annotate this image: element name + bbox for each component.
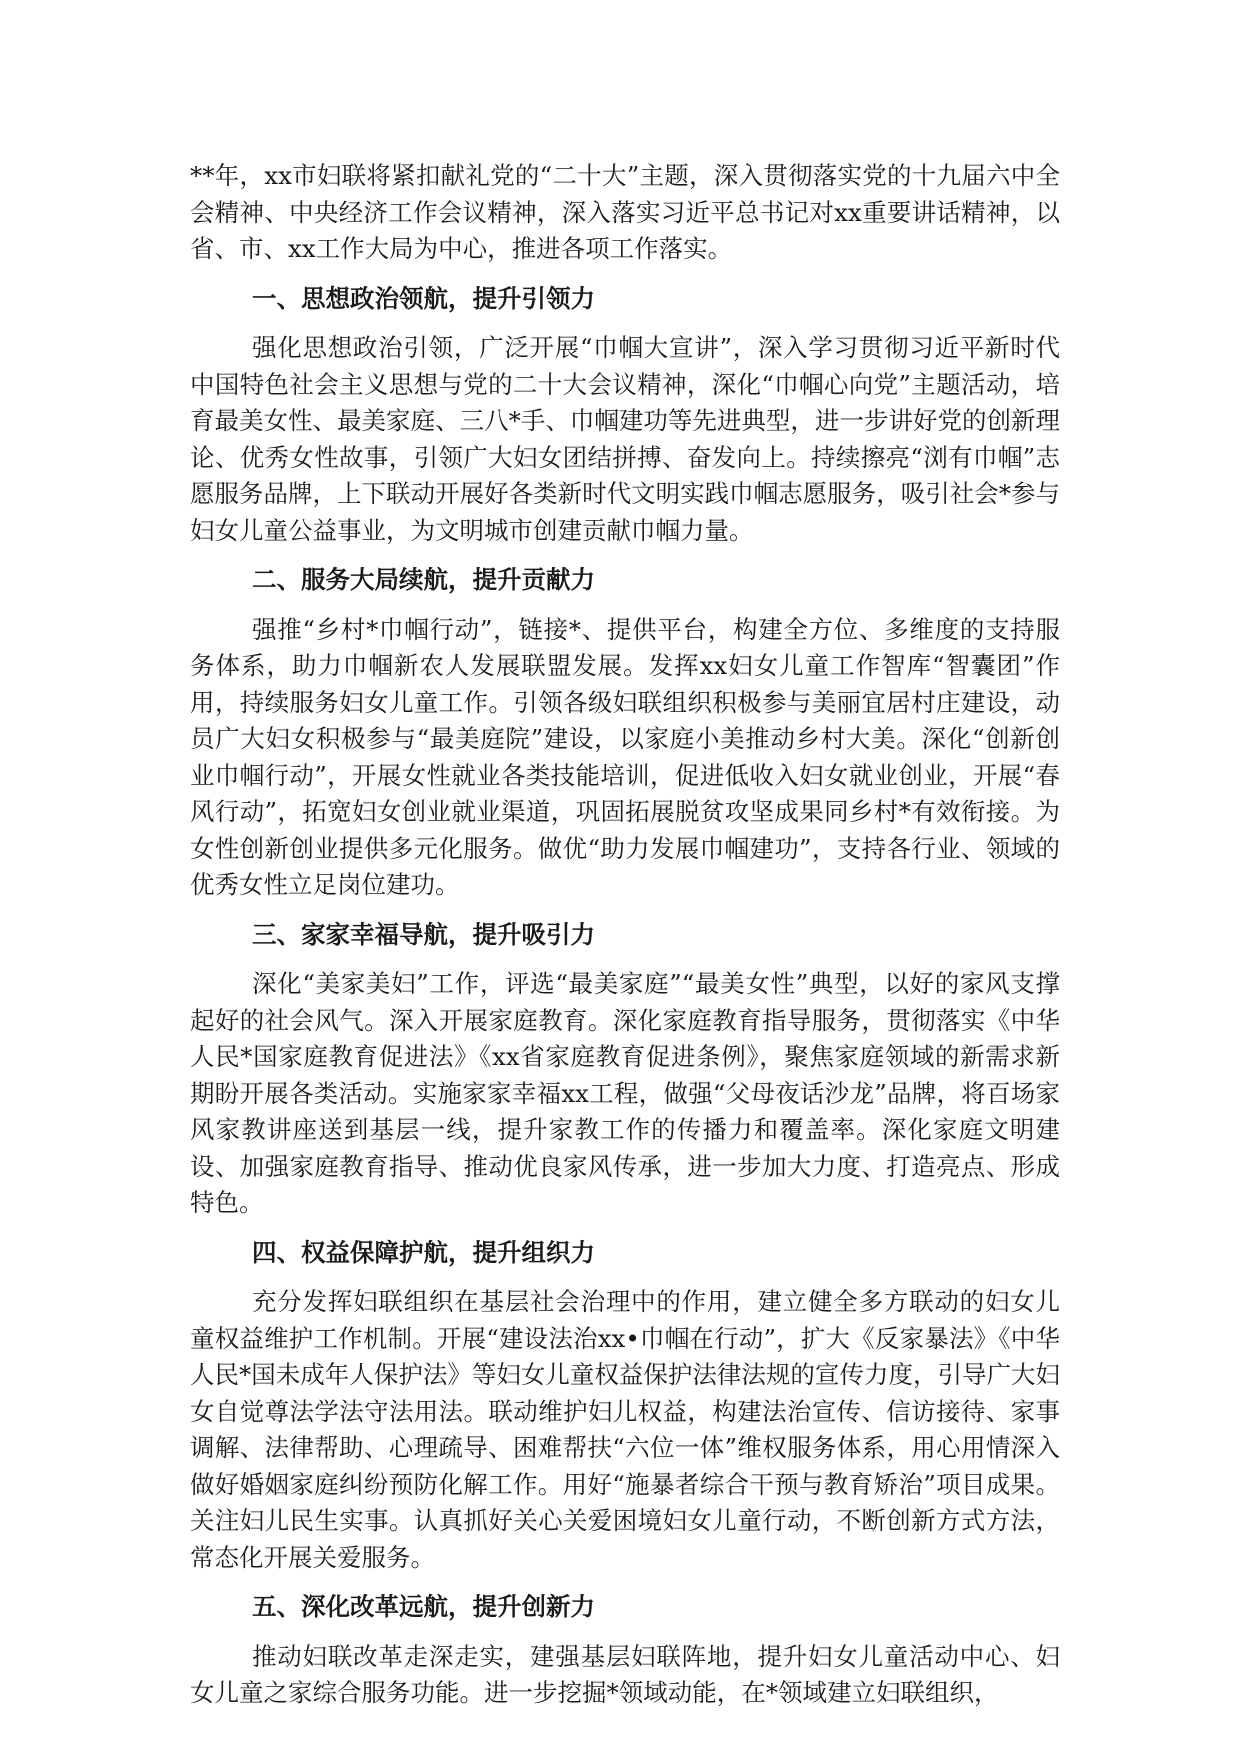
section-body-1: 强化思想政治引领，广泛开展“巾帼大宣讲”，深入学习贯彻习近平新时代中国特色社会主义思想与党的二十大会议精神，深化“巾帼心向党”主题活动，培育最美女性、最美家庭、三八*手、巾帼建功等先进典型，进一步讲好党的创新理论、优秀女性故事，引领广大妇女团结拼搏、奋发向上。持续擦亮“浏有巾帼”志愿服务品牌，上下联动开展好各类新时代文明实践巾帼志愿服务，吸引社会*参与妇女儿童公益事业，为文明城市创建贡献巾帼力量。 bbox=[190, 333, 1060, 545]
section-heading-4: 四、权益保障护航，提升组织力 bbox=[252, 1237, 595, 1267]
section-body-2: 强推“乡村*巾帼行动”，链接*、提供平台，构建全方位、多维度的支持服务体系，助力巾帼新农人发展联盟发展。发挥xx妇女儿童工作智库“智囊团”作用，持续服务妇女儿童工作。引领各级妇联组织积极参与美丽宜居村庄建设，动员广大妇女积极参与“最美庭院”建设，以家庭小美推动乡村大美。深化“创新创业巾帼行动”，开展女性就业各类技能培训，促进低收入妇女就业创业，开展“春风行动”，拓宽妇女创业就业渠道，巩固拓展脱贫攻坚成果同乡村*有效衔接。为女性创新创业提供多元化服务。做优“助力发展巾帼建功”，支持各行业、领域的优秀女性立足岗位建功。 bbox=[190, 614, 1060, 899]
section-body-5: 推动妇联改革走深走实，建强基层妇联阵地，提升妇女儿童活动中心、妇女儿童之家综合服务功能。进一步挖掘*领域动能，在*领域建立妇联组织， bbox=[190, 1641, 1060, 1707]
section-heading-1: 一、思想政治领航，提升引领力 bbox=[252, 283, 595, 313]
section-heading-5: 五、深化改革远航，提升创新力 bbox=[252, 1592, 595, 1621]
section-body-4: 充分发挥妇联组织在基层社会治理中的作用，建立健全多方联动的妇女儿童权益维护工作机制。开展“建设法治xx•巾帼在行动”，扩大《反家暴法》《中华人民*国未成年人保护法》等妇女儿童权益保护法律法规的宣传力度，引导广大妇女自觉尊法学法守法用法。联动维护妇儿权益，构建法治宣传、信访接待、家事调解、法律帮助、心理疏导、困难帮扶“六位一体”维权服务体系，用心用情深入做好婚姻家庭纠纷预防化解工作。用好“施暴者综合干预与教育矫治”项目成果。关注妇儿民生实事。认真抓好关心关爱困境妇女儿童行动，不断创新方式方法，常态化开展关爱服务。 bbox=[190, 1287, 1060, 1572]
section-heading-3: 三、家家幸福导航，提升吸引力 bbox=[252, 919, 595, 949]
section-body-3: 深化“美家美妇”工作，评选“最美家庭”“最美女性”典型，以好的家风支撑起好的社会风气。深入开展家庭教育。深化家庭教育指导服务，贯彻落实《中华人民*国家庭教育促进法》《xx省家庭教育促进条例》，聚焦家庭领域的新需求新期盼开展各类活动。实施家家幸福xx工程，做强“父母夜话沙龙”品牌，将百场家风家教讲座送到基层一线，提升家教工作的传播力和覆盖率。深化家庭文明建设、加强家庭教育指导、推动优良家风传承，进一步加大力度、打造亮点、形成特色。 bbox=[190, 969, 1060, 1217]
section-heading-2: 二、服务大局续航，提升贡献力 bbox=[252, 565, 595, 594]
document-page bbox=[190, 158, 1060, 1712]
intro-paragraph: **年，xx市妇联将紧扣献礼党的“二十大”主题，深入贯彻落实党的十九届六中全会精神、中央经济工作会议精神，深入落实习近平总书记对xx重要讲话精神，以省、市、xx工作大局为中心，推进各项工作落实。 bbox=[190, 161, 1060, 263]
